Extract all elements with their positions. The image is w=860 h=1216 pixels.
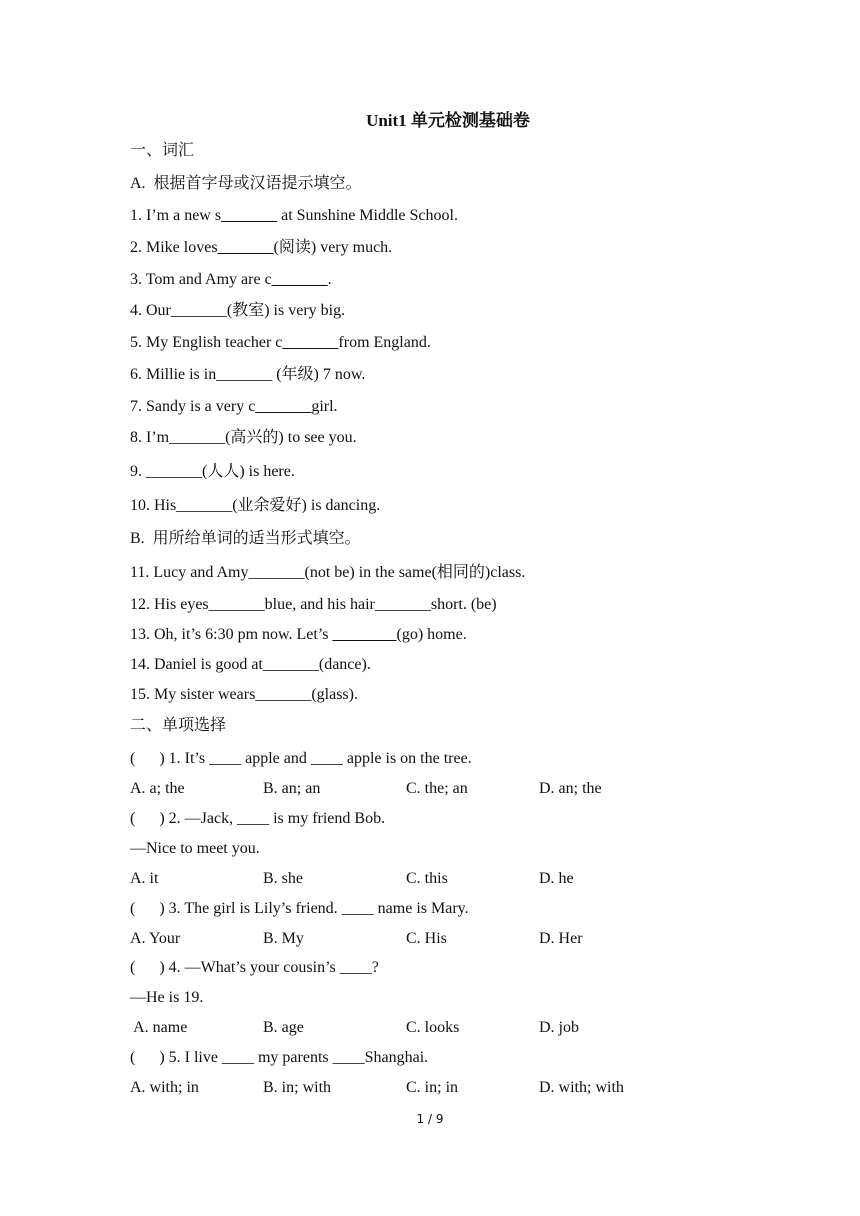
- question-stem: ( ) 5. I live ____ my parents ____Shanghai.: [130, 1049, 429, 1066]
- option-b: B. she: [263, 870, 303, 887]
- option-b: B. My: [263, 930, 304, 947]
- option-d: D. Her: [539, 930, 583, 947]
- vocab-item-15: 15. My sister wears_______(glass).: [130, 686, 358, 703]
- question-stem: ( ) 3. The girl is Lily’s friend. ____ name is Mary.: [130, 900, 469, 917]
- vocab-item-11: 11. Lucy and Amy_______(not be) in the same(相同的)class.: [130, 564, 526, 581]
- page-title: Unit1 单元检测基础卷: [366, 111, 530, 130]
- question-stem: ( ) 1. It’s ____ apple and ____ apple is on the tree.: [130, 750, 472, 767]
- option-d: D. with; with: [539, 1079, 624, 1096]
- option-c: C. looks: [406, 1019, 460, 1036]
- option-a: A. with; in: [130, 1079, 199, 1096]
- option-a: A. Your: [130, 930, 181, 947]
- vocab-item-14: 14. Daniel is good at_______(dance).: [130, 656, 371, 673]
- option-a: A. a; the: [130, 780, 185, 797]
- vocab-item-3: 3. Tom and Amy are c_______.: [130, 271, 332, 288]
- vocab-item-2: 2. Mike loves_______(阅读) very much.: [130, 239, 393, 256]
- option-c: C. the; an: [406, 780, 468, 797]
- option-a: A. name: [130, 1019, 188, 1036]
- option-b: B. age: [263, 1019, 304, 1036]
- option-d: D. he: [539, 870, 574, 887]
- vocab-item-7: 7. Sandy is a very c_______girl.: [130, 398, 338, 415]
- option-b: B. an; an: [263, 780, 321, 797]
- vocab-item-12: 12. His eyes_______blue, and his hair_______short. (be): [130, 596, 497, 613]
- question-stem: ( ) 4. —What’s your cousin’s ____?: [130, 959, 379, 976]
- vocab-item-6: 6. Millie is in_______ (年级) 7 now.: [130, 366, 366, 383]
- vocab-item-4: 4. Our_______(教室) is very big.: [130, 302, 346, 319]
- section-a-heading: A. 根据首字母或汉语提示填空。: [130, 175, 362, 192]
- option-c: C. in; in: [406, 1079, 459, 1096]
- option-c: C. this: [406, 870, 448, 887]
- section-b-heading: B. 用所给单词的适当形式填空。: [130, 530, 361, 547]
- option-d: D. an; the: [539, 780, 602, 797]
- vocab-item-8: 8. I’m_______(高兴的) to see you.: [130, 429, 357, 446]
- question-reply: —Nice to meet you.: [130, 840, 260, 857]
- section-vocab-heading: 一、词汇: [130, 142, 195, 159]
- option-b: B. in; with: [263, 1079, 332, 1096]
- vocab-item-1: 1. I’m a new s_______ at Sunshine Middle School.: [130, 207, 458, 224]
- page-number: 1 / 9: [416, 1112, 444, 1126]
- question-reply: —He is 19.: [130, 989, 204, 1006]
- option-c: C. His: [406, 930, 447, 947]
- vocab-item-10: 10. His_______(业余爱好) is dancing.: [130, 497, 381, 514]
- vocab-item-9: 9. _______(人人) is here.: [130, 463, 295, 480]
- option-d: D. job: [539, 1019, 579, 1036]
- vocab-item-5: 5. My English teacher c_______from England.: [130, 334, 431, 351]
- question-stem: ( ) 2. —Jack, ____ is my friend Bob.: [130, 810, 386, 827]
- section-choice-heading: 二、单项选择: [130, 717, 227, 734]
- option-a: A. it: [130, 870, 159, 887]
- vocab-item-13: 13. Oh, it’s 6:30 pm now. Let’s ________(go) home.: [130, 626, 467, 643]
